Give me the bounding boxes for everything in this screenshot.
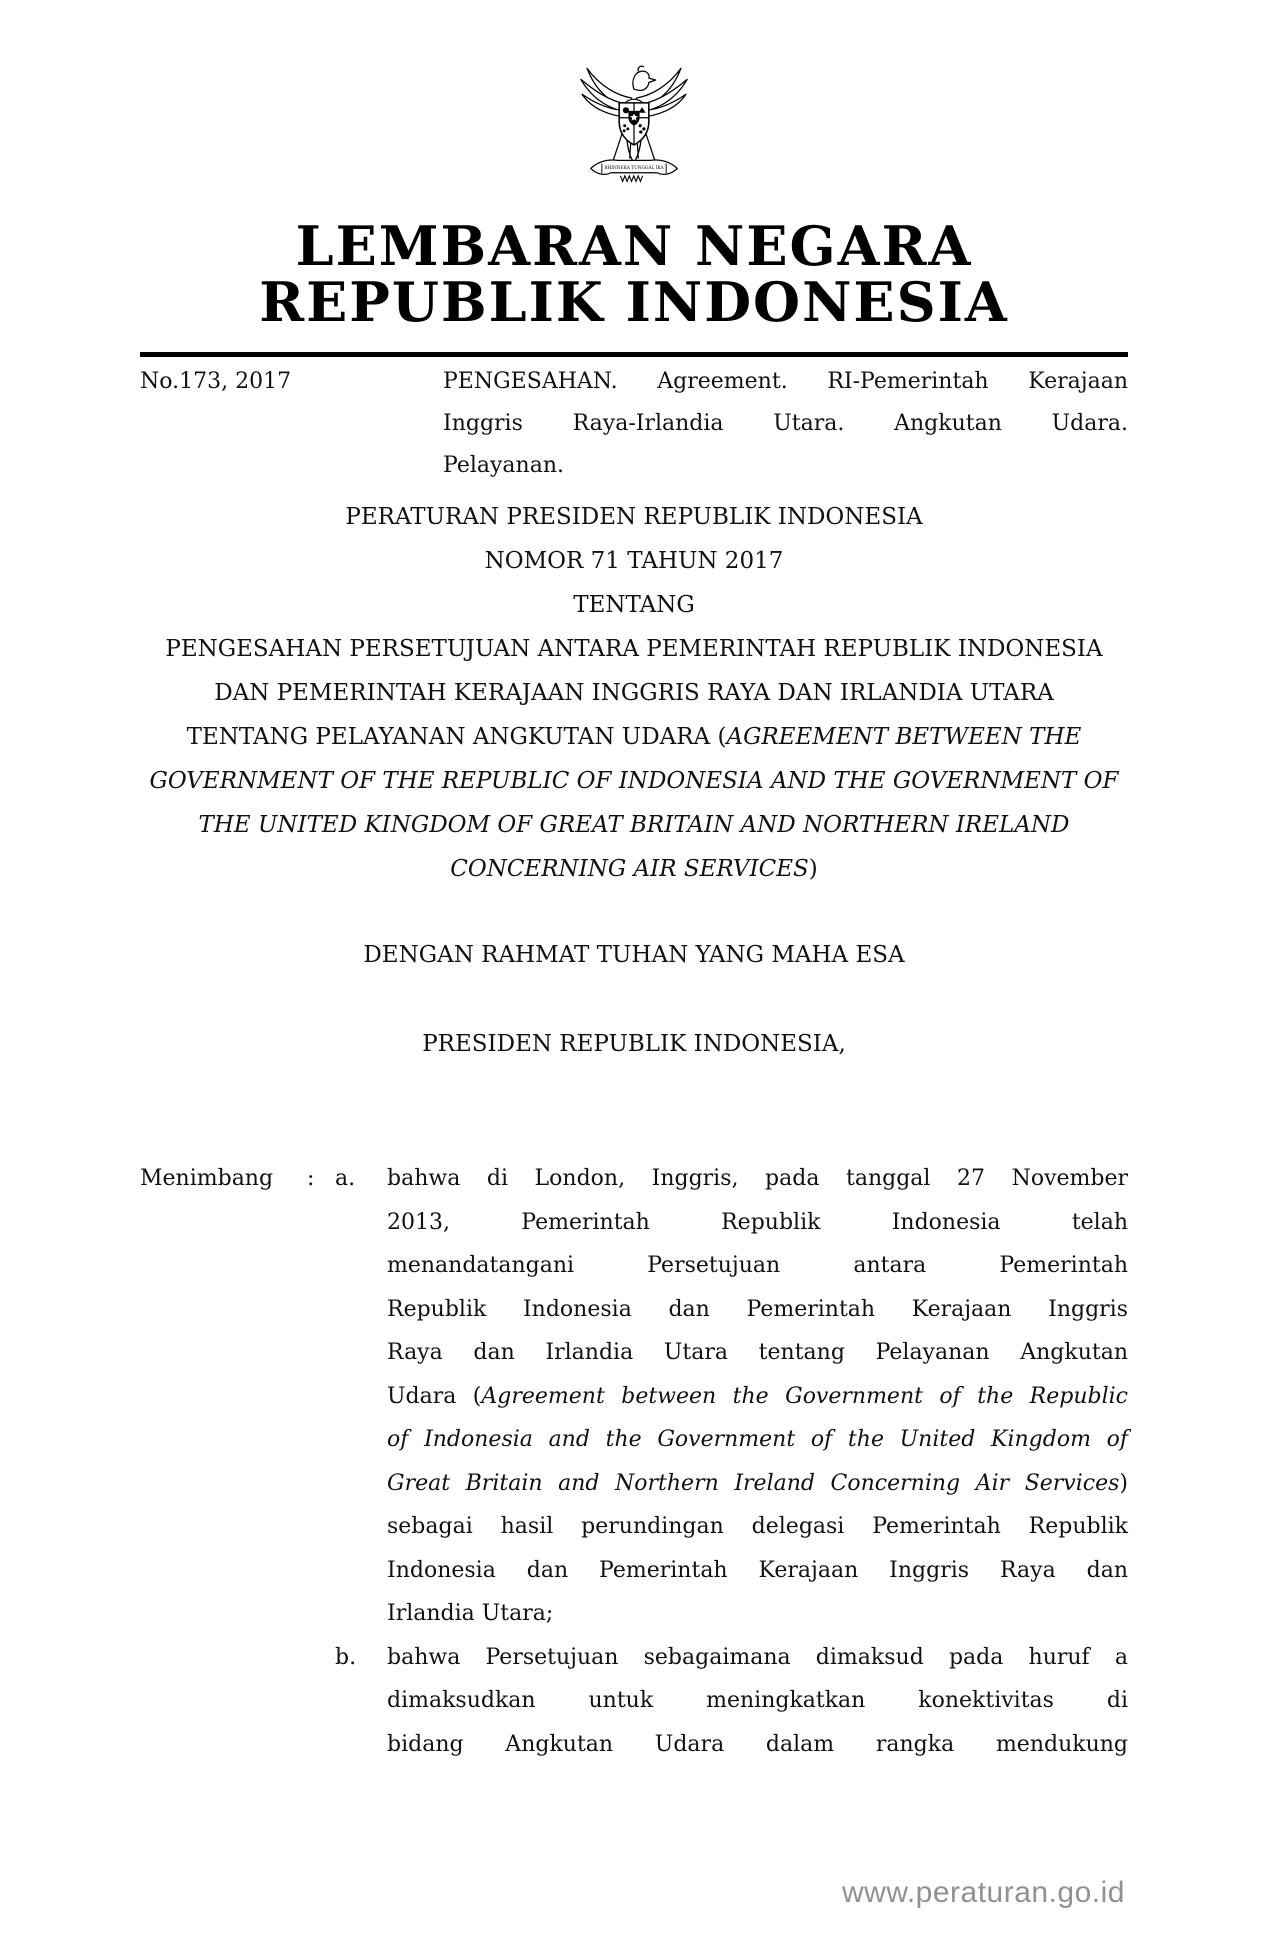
item-text-a: bahwa di London, Inggris, pada tanggal 27 November 2013, Pemerintah Republik Indonesia telah menandatangani Persetujuan antara Pemerintah Republik Indonesia dan Pemerintah Kerajaan Inggris Raya dan Irlandia Utara tentang Pelayanan Angkutan Udara (Agreement between the Government of the Republic of Indonesia and the Government of the United Kingdom of Great Britain and Northern Ireland Concerning Air Services) sebagai hasil perundingan delegasi Pemerintah Republik Indonesia dan Pemerintah Kerajaan Inggris Raya dan Irlandia Utara;: [387, 1166, 1128, 1626]
issuer-heading: PRESIDEN REPUBLIK INDONESIA,: [422, 1031, 846, 1057]
garuda-pancasila-emblem: [140, 52, 1128, 202]
considering-label: Menimbang: [140, 1166, 274, 1191]
masthead-line2: REPUBLIK INDONESIA: [259, 270, 1009, 334]
considering-item-a: [335, 1157, 1128, 1636]
gazette-number: No.173, 2017: [140, 369, 292, 394]
garuda-eagle-icon: [566, 52, 702, 202]
subject-abstract: PENGESAHAN. Agreement. RI-Pemerintah Kerajaan Inggris Raya-Irlandia Utara. Angkutan Udara. Pelayanan.: [443, 369, 1128, 478]
decree-title: PERATURAN PRESIDEN REPUBLIK INDONESIA NOMOR 71 TAHUN 2017 TENTANG PENGESAHAN PERSETUJUAN ANTARA PEMERINTAH REPUBLIK INDONESIA DAN PEMERINTAH KERAJAAN INGGRIS RAYA DAN IRLANDIA UTARA TENTANG PELAYANAN ANGKUTAN UDARA (AGREEMENT BETWEEN THE GOVERNMENT OF THE REPUBLIC OF INDONESIA AND THE GOVERNMENT OF THE UNITED KINGDOM OF GREAT BRITAIN AND NORTHERN IRELAND CONCERNING AIR SERVICES): [149, 504, 1119, 882]
considering-items: [335, 1157, 1128, 1766]
considering-item-b: [335, 1636, 1128, 1767]
emblem-motto: BHINNEKA TUNGGAL IKA: [604, 166, 664, 172]
considering-colon: :: [307, 1166, 315, 1191]
item-text-b: bahwa Persetujuan sebagaimana dimaksud pada huruf a dimaksudkan untuk meningkatkan konektivitas di bidang Angkutan Udara dalam rangka mendukung: [387, 1644, 1128, 1757]
invocation-line: DENGAN RAHMAT TUHAN YANG MAHA ESA: [363, 942, 905, 968]
gazette-header-row: [140, 361, 1128, 487]
masthead-divider-rule: [140, 352, 1128, 357]
considering-section: [140, 1157, 1128, 1766]
item-marker-b: b.: [335, 1644, 357, 1670]
watermark-url: www.peraturan.go.id: [842, 1876, 1125, 1909]
masthead-title: [140, 214, 1128, 334]
item-marker-a: a.: [335, 1166, 356, 1191]
masthead-line1: LEMBARAN NEGARA: [295, 214, 973, 278]
